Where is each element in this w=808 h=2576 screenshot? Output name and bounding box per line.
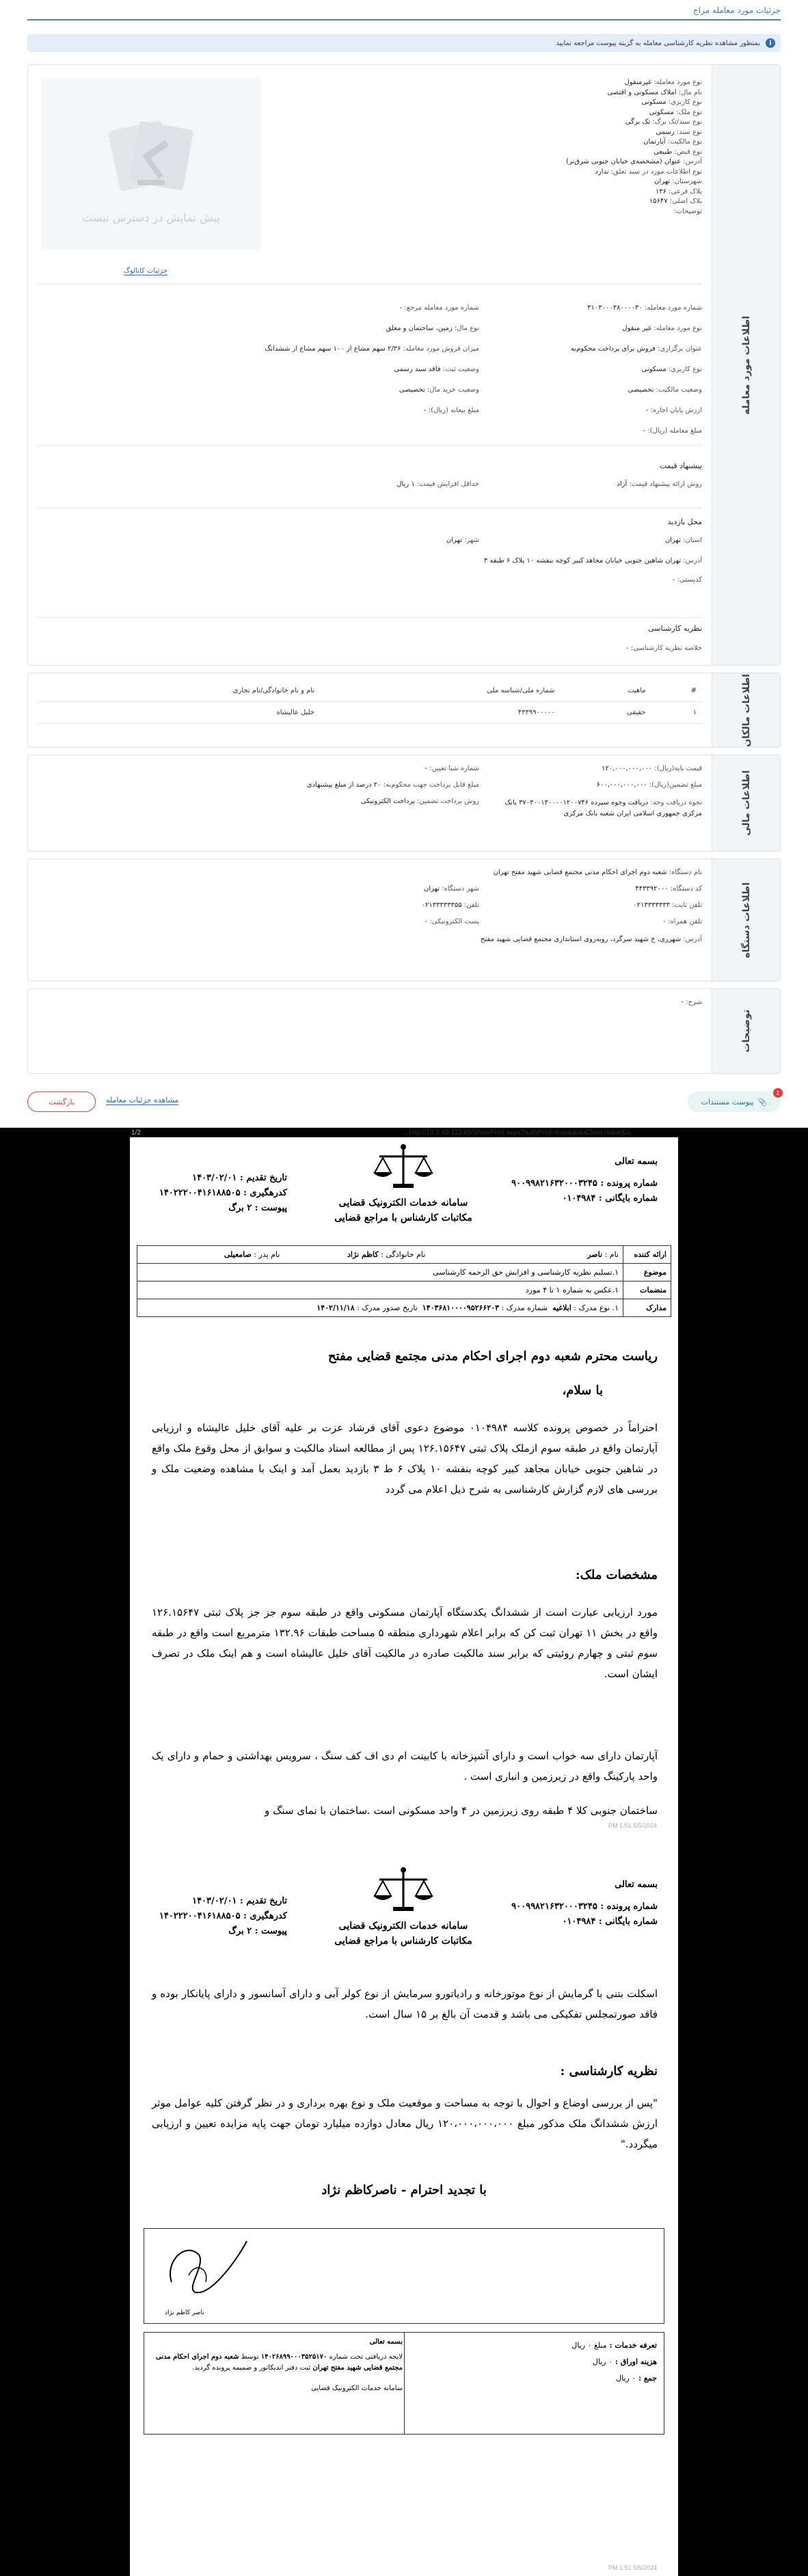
table-cell: خلیل عالیشاه — [38, 702, 320, 724]
location-field: استان: تهران — [664, 537, 702, 544]
doc-paragraph: ساختمان جنوبی کلا ۴ طبقه روی زیرزمین در ۴ واحد مسکونی است .ساختمان با نمای سنگ و — [265, 1804, 658, 1817]
deal-field: نوع ملک: مسکونی — [649, 108, 702, 116]
divider — [38, 445, 702, 446]
organization-field: نام دستگاه: شعبه دوم اجرای احکام مدنی مجتمع قضایی شهید مفتح تهران — [493, 869, 702, 876]
location-title: محل بازدید — [667, 517, 702, 526]
section-label-box — [712, 989, 780, 1073]
section-body — [28, 65, 712, 665]
doc-greeting: ریاست محترم شعبه دوم اجرای احکام مدنی مجتمع قضایی مفتح — [328, 1349, 658, 1364]
description-field: شرح: - — [681, 999, 702, 1006]
action-bar — [27, 1083, 781, 1119]
offer-title: پیشنهاد قیمت — [659, 461, 702, 470]
table-cell: ۱ — [651, 702, 702, 724]
attachments-count-badge: 1 — [773, 1088, 783, 1098]
doc-case-no: شماره پرونده : ۹۰۰۹۹۸۲۱۶۳۲۰۰۰۳۲۴۵ — [511, 1901, 658, 1912]
deal-grid-field: نوع مال: زمین، ساختمان و معلق — [386, 325, 479, 332]
organization-field: شهر دستگاه: تهران — [424, 885, 479, 893]
judiciary-emblem-icon — [369, 1865, 437, 1921]
print-timestamp: 5/5/2024 1:51 PM — [608, 2564, 658, 2571]
doc-archive-no: شماره بایگانی : ۰۱۰۴۹۸۴ — [562, 1916, 658, 1927]
section-label: اطلاعات مالکان — [740, 673, 752, 747]
receipt-panel — [150, 2337, 403, 2394]
owners-column-header: نام و نام خانوادگی/نام تجاری — [38, 680, 320, 702]
doc-attach: پیوست : ۲ برگ — [228, 1203, 287, 1213]
doc-case-no: شماره پرونده : ۹۰۰۹۹۸۲۱۶۳۲۰۰۰۳۲۴۵ — [511, 1178, 658, 1189]
fee-paper: هزینه اوراق : ۰ ریال — [592, 2357, 657, 2366]
signature-image-icon — [158, 2234, 254, 2305]
deal-field: نوع سند: رسمی — [656, 128, 702, 136]
meta-row: مدارک ۱. نوع مدرک : ابلاغیه شماره مدرک : ۱۴۰۳۶۸۱۰۰۰۰۹۵۲۶۶۲۰۳ تاریخ صدور مدرک : ۱۴۰۲/۱۱/۱۸ — [137, 1299, 671, 1317]
offer-field: حداقل افزایش قیمت: ۱ ریال — [396, 480, 479, 488]
document-page-2 — [130, 1860, 678, 2576]
page-title: جزئیات مورد معامله مزاج — [693, 5, 781, 15]
owners-column-header: ماهیت — [560, 680, 651, 702]
page-header — [27, 0, 781, 21]
back-button[interactable]: بازگشت — [27, 1092, 96, 1112]
deal-grid-field: وضعیت خرید مال: تخصیصی — [399, 386, 479, 394]
section-label: اطلاعات مالی — [740, 770, 752, 836]
table-cell: ۴۳۳۹۹۰۰۰۰۰ — [320, 702, 560, 724]
financial-field: مبلغ تضمین(ریال): ۶۰۰,۰۰۰,۰۰۰,۰۰۰ — [596, 781, 702, 789]
deal-field: نوع کاربری: مسکونی — [641, 98, 702, 106]
judiciary-emblem-icon — [369, 1141, 437, 1198]
deal-field: پلاک فرعی: ۱۳۶ — [655, 187, 702, 195]
deal-field: نوع اطلاعات مورد در سند تعلق: ندارد — [595, 167, 702, 176]
deal-grid-field: مبلغ معامله (ریال): - — [643, 427, 702, 435]
page-number: 1/2 — [131, 1129, 141, 1137]
scanned-document-viewer — [0, 1128, 808, 2576]
deal-grid-field: وضعیت ثبت: فاقد سند رسمی — [394, 366, 479, 373]
doc-org-name: سامانه خدمات الکترونیک قضایی — [338, 1197, 468, 1208]
organization-field: تلفن: ۰۲۱۳۳۳۳۳۳۵۵ — [421, 901, 479, 909]
doc-date: تاریخ تقدیم : ۱۴۰۳/۰۲/۰۱ — [192, 1896, 287, 1906]
deal-field: نوع مورد معامله: غیرمنقول — [624, 79, 702, 86]
deal-grid-field: شماره مورد معامله مرجع: - — [399, 304, 479, 312]
deal-field: آدرس: عنوان (مشخصه‌ی خیابان جنوبی شرق‌تر) — [565, 158, 702, 165]
catalog-details-link[interactable]: جزئیات کاتالوگ — [124, 267, 167, 275]
doc-specs-title: مشخصات ملک: — [576, 1568, 658, 1582]
info-icon: i — [766, 38, 775, 48]
fee-service: تعرفه خدمات : مبلغ ۰ ریال — [571, 2341, 657, 2350]
divider — [38, 617, 702, 618]
doc-meta-table — [137, 1245, 671, 1317]
meta-row: منضمات ۱.عکس به شماره ۱ تا ۴ مورد — [137, 1282, 671, 1299]
table-row — [38, 702, 702, 724]
financial-field: مبلغ قابل پرداخت جهت محکوم‌به: ۲۰ درصد از مبلغ پیشنهادی — [306, 781, 479, 789]
deal-field: نوع سند/تک برگ: تک برگی — [625, 118, 702, 126]
deal-details-link[interactable]: مشاهده جزئیات معامله — [106, 1096, 179, 1104]
location-field: آدرس: تهران شاهین جنوبی خیابان مجاهد کبیر کوچه بنفشه ۱۰ پلاک ۶ طبقه ۳ — [483, 557, 702, 565]
doc-tracking: کدرهگیری : ۱۴۰۲۲۲۰۰۴۱۶۱۸۸۵۰۵ — [159, 1911, 287, 1921]
notice-text: بمنظور مشاهده نظریه کارشناسی معامله به گزینه پیوست مراجعه نمایید — [556, 39, 760, 47]
expert-title: نظریه کارشناسی — [648, 624, 702, 633]
info-notice — [27, 34, 781, 52]
doc-date: تاریخ تقدیم : ۱۴۰۳/۰۲/۰۱ — [192, 1173, 287, 1183]
organization-field: پست الکترونیکی: - — [425, 918, 479, 925]
deal-field: شهرستان: تهران — [654, 178, 702, 185]
section-label-box — [712, 755, 780, 851]
section-body — [28, 859, 712, 981]
doc-copy-label: بسمه تعالی — [615, 1156, 658, 1167]
section-deal-info — [27, 64, 781, 666]
deal-grid-field: نوع مورد معامله: غیر منقول — [622, 325, 702, 332]
financial-field: روش پرداخت تضمین: پرداخت الکترونیکی — [360, 798, 479, 805]
attachments-label: پیوست مستندات — [701, 1097, 754, 1107]
print-url: http://10.2.49.113:89/ShowPrint.aspx?autoPrint=true&autoClose=false&is... — [403, 1129, 631, 1137]
doc-salute: با سلام، — [562, 1383, 603, 1398]
doc-paragraph: اسکلت بتنی با گرمایش از نوع موتورخانه و رادیاتورو سرمایش از نوع کولر آبی و دارای آسانسور و دارای پایانکار بوده و فاقد صورتمجلس تفکیکی می باشد و قدمت آن بالغ بر ۱۵ سال است. — [152, 1988, 658, 2020]
deal-field: توضیحات: — [673, 207, 702, 215]
doc-tracking: کدرهگیری : ۱۴۰۲۲۲۰۰۴۱۶۱۸۸۵۰۵ — [159, 1188, 287, 1198]
section-financial — [27, 755, 781, 852]
deal-grid-field: میزان فروش مورد معامله: ۲/۳۶ سهم مشاع از ۱۰۰ سهم مشاع از ششدانگ — [265, 345, 479, 353]
owners-column-header: # — [651, 680, 702, 702]
expert-summary: خلاصه نظریه کارشناسی: - — [626, 645, 702, 652]
paperclip-icon: 📎 — [757, 1097, 768, 1107]
owners-column-header: شماره ملی/شناسه ملی — [320, 680, 560, 702]
doc-paragraph: مورد ارزیابی عبارت است از ششدانگ یکدستگاه آپارتمان مسکونی واقع در طبقه سوم جز جز پلاک ثبتی ۱۲۶.۱۵۶۴۷ واقع در بخش ۱۱ تهران ثبت کن که برابر اعلام شهرداری منطقه ۵ مساحت طبقات ۱۳۲.۹۶ مترمربع است واقع در طبقه سوم ثبتی و چهارم روئیتی که برابر سند مالکیت صادره در مالکیت آقای خلیل عالیشاه است و هم اینک ملک در تصرف ایشان است. — [152, 1606, 658, 1680]
organization-field: تلفن همراه: - — [663, 918, 702, 925]
fees-panel — [404, 2333, 664, 2434]
receipt-text: لایحه دریافتی تحت شماره ۱۴۰۲۶۸۹۹۰۰۰۳۵۲۵۱۷۰ توسط شعبه دوم اجرای احکام مدنی مجتمع قضایی شهید مفتح تهران ثبت دفتر اندیکاتور و ضمیمه پرونده گردید. — [155, 2353, 403, 2372]
divider — [38, 508, 702, 509]
deal-field: پلاک اصلی: ۱۵۶۴۷ — [649, 198, 702, 205]
section-label: اطلاعات مورد معامله — [740, 315, 752, 415]
doc-paragraph: "پس از بررسی اوضاع و احوال با توجه به مساحت و موقعیت ملک و نوع بهره برداری و در نظر گرفتن کلیه عوامل موثر ارزش ششدانگ ملک مذکور مبلغ ۱۲۰،۰۰۰،۰۰۰،۰۰۰ ریال معادل دوازده میلیارد تومان جهت پایه مزایده تعیین و ارزیابی میگردد." — [152, 2097, 658, 2150]
section-label: اطلاعات دستگاه — [740, 882, 752, 958]
doc-paragraph: آپارتمان دارای سه خواب است و دارای آشپزخانه با کابینت ام دی اف کف سنگ ، سرویس بهداشتی و حمام و دارای یک واحد پارکینگ واقع در زیرزمین و انباری است . — [152, 1750, 658, 1782]
signature-box — [144, 2228, 664, 2324]
financial-field: قیمت پایه(ریال): ۱۲۰,۰۰۰,۰۰۰,۰۰۰ — [602, 765, 702, 772]
section-description — [27, 988, 781, 1074]
fee-total: جمع : ۰ ریال — [616, 2374, 657, 2383]
deal-field: نام مال: املاک مسکونی و اقتصی — [607, 88, 702, 96]
doc-org-name: سامانه خدمات الکترونیک قضایی — [338, 1921, 468, 1931]
doc-opinion-title: نظریه کارشناسی : — [560, 2064, 658, 2078]
signer-name: ناصر کاظم نژاد — [165, 2309, 204, 2316]
financial-field: شماره شبا تعیین: - — [425, 765, 479, 772]
fees-receipt-box — [144, 2332, 664, 2435]
organization-field: کد دستگاه: ۴۴۳۳۹۲۰۰۰ — [635, 885, 702, 893]
meta-row: ارائه کننده نام : ناصر نام خانوادگی : کاظم نژاد نام پدر : صامعیلی — [137, 1246, 671, 1264]
offer-field: روش ارائه پیشنهاد قیمت: آزاد — [617, 480, 702, 488]
meta-row: موضوع ۱.تسلیم نظریه کارشناسی و افزایش حق الزحمه کارشناسی — [137, 1264, 671, 1282]
deal-grid-field: ارزش پایان اجاره: - — [645, 407, 702, 414]
section-body — [28, 755, 712, 851]
location-field: کدپستی: - — [672, 576, 702, 584]
deal-grid-field: عنوان برگزاری: فروش برای پرداخت محکوم‌به — [570, 345, 702, 353]
no-image-placeholder — [42, 79, 260, 249]
deal-field: نوع مالکیت: آپارتمان — [643, 138, 702, 146]
doc-paragraph: احتراماً در خصوص پرونده کلاسه ۰۱۰۴۹۸۴ موضوع دعوی آقای فرشاد عزت بر علیه آقای خلیل عالیشاه و ارزیابی آپارتمان واقع در طبقه سوم ازملک پلاک ثبتی ۱۲۶.۱۵۶۴۷ پس از مطالعه اسناد مالکیت و سوابق از محل وقوع ملک واقع در شاهین جنوبی خیابان مجاهد کبیر کوچه بنفشه ۱۰ پلاک ۶ ط ۳ بازدید بعمل آمد و اینک با مشاهده وضعیت ملک و بررسی های لازم گزارش کارشناسی به شرح ذیل اعلام می گردد — [152, 1422, 658, 1495]
deal-grid-field: وضعیت مالکیت: تخصیصی — [628, 386, 702, 394]
doc-attach: پیوست : ۲ برگ — [228, 1926, 287, 1936]
deal-field: نوع قبض: طبیعی — [654, 148, 702, 156]
organization-field: تلفن ثابت: ۰۲۱۳۳۳۳۳۳۳ — [633, 901, 702, 909]
attachments-button[interactable] — [688, 1089, 781, 1112]
no-image-text: پیش نمایش در دسترس نیست — [82, 211, 220, 224]
doc-org-sub: مکاتبات کارشناس با مراجع قضایی — [334, 1936, 472, 1947]
deal-grid-field: شماره مورد معامله: ۳۱۰۳۰۰۰۳۸۰۰۰۰۳۰ — [587, 304, 702, 312]
doc-archive-no: شماره بایگانی : ۰۱۰۴۹۸۴ — [562, 1193, 658, 1204]
financial-field: نحوه دریافت وجه: دریافت وجوه سپرده ۳۷۰۳۰۰۱۳۰۰۰۰۱۲۰۰۷۴۶ بانک مرکزی جمهوری اسلامی ایران شعبه بانک مرکزی — [504, 799, 702, 817]
section-body — [28, 989, 712, 1073]
print-timestamp: 5/5/2024 1:51 PM — [608, 1822, 658, 1829]
section-label-box — [712, 859, 780, 981]
doc-closing: با تجدید احترام - ناصرکاظم نژاد — [321, 2183, 487, 2197]
receipt-footer: سامانه خدمات الکترونیک قضایی — [311, 2385, 403, 2392]
location-field: شهر: تهران — [446, 537, 479, 544]
deal-grid-field: نوع کاربری: مسکونی — [641, 366, 702, 373]
table-cell: حقیقی — [560, 702, 651, 724]
deal-grid-field: مبلغ بیعانه (ریال): - — [423, 407, 479, 414]
doc-org-sub: مکاتبات کارشناس با مراجع قضایی — [334, 1212, 472, 1223]
image-placeholder-icon — [100, 105, 202, 207]
receipt-title: بسمه تعالی — [369, 2338, 403, 2346]
owners-table — [38, 680, 702, 724]
section-label-box — [712, 65, 780, 665]
doc-copy-label: بسمه تعالی — [615, 1880, 658, 1890]
section-label: توضیحات — [740, 1009, 752, 1053]
section-owners — [27, 673, 781, 748]
organization-field: آدرس: شهرری، خ شهید سرگرد، رو‌به‌روی استانداری مجتمع قضایی شهید مفتح — [480, 936, 702, 943]
section-organization — [27, 858, 781, 981]
section-label-box — [712, 673, 780, 747]
section-body — [28, 673, 712, 747]
